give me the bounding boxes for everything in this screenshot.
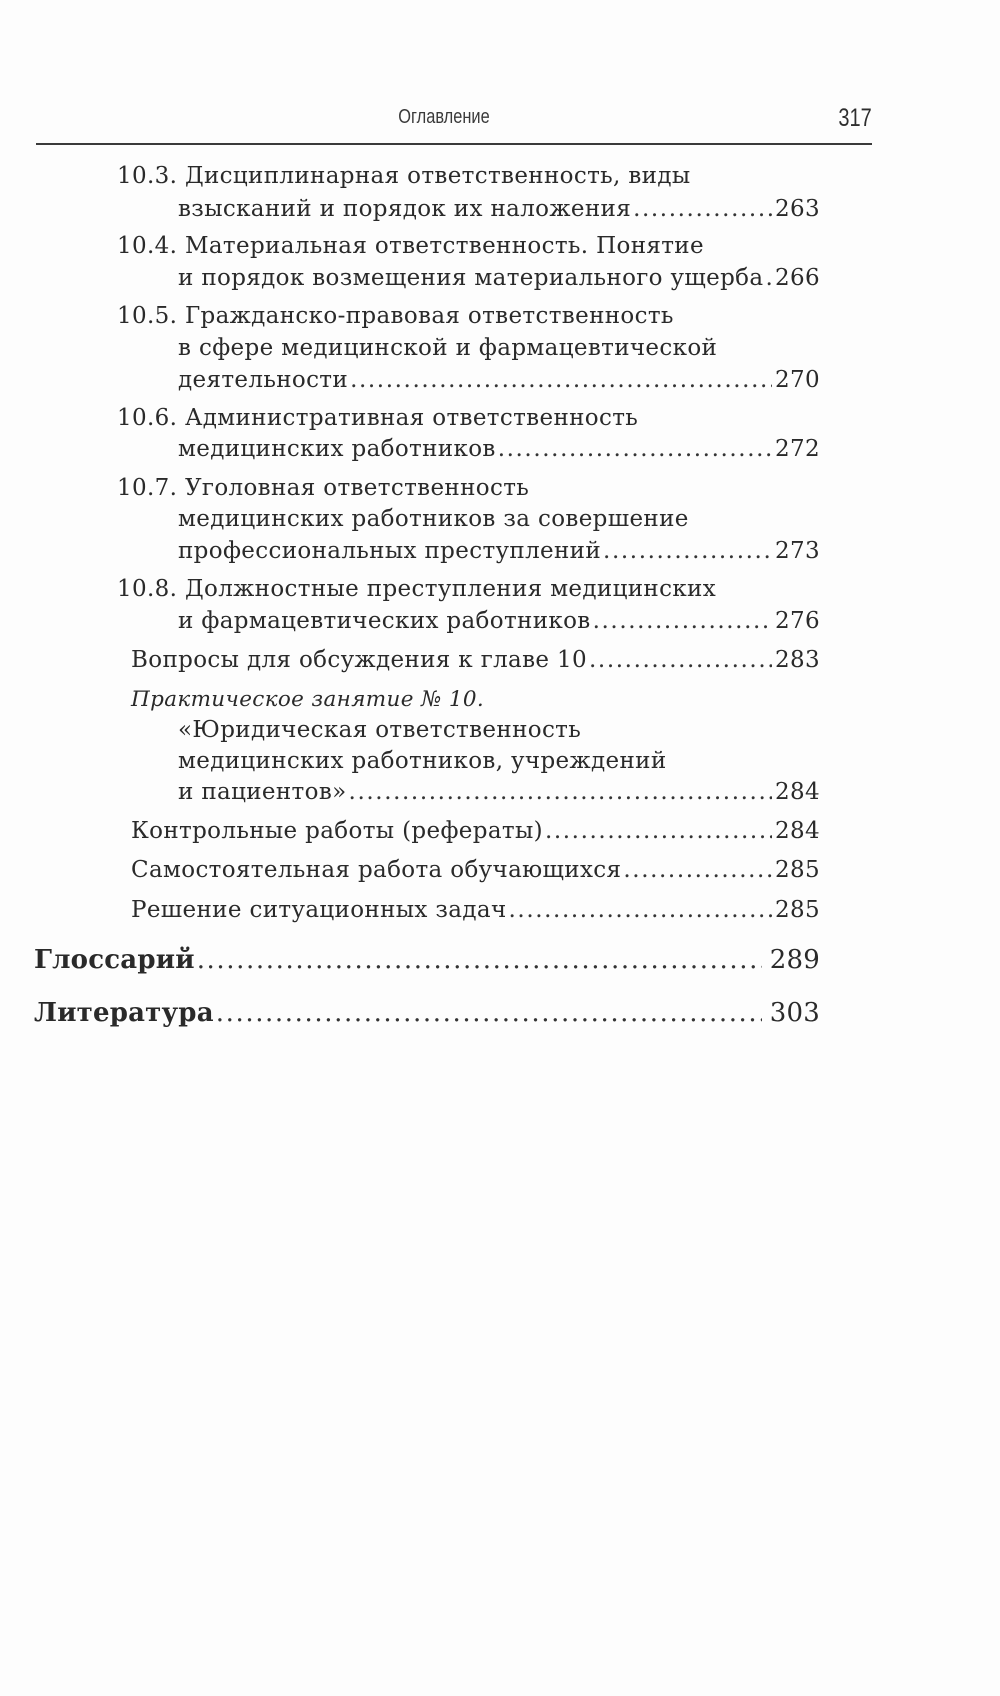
entry-title-line: взысканий и порядок их наложения (178, 196, 632, 222)
dot-leader (633, 195, 772, 223)
toc-practical-lesson-line-2 (178, 747, 667, 775)
toc-situational-tasks[interactable] (131, 896, 820, 924)
entry-page-number: 263 (775, 196, 820, 222)
section-number: 10.4. (117, 233, 178, 259)
entry-page-number: 276 (775, 608, 820, 634)
entry-title: Вопросы для обсуждения к главе 10 (131, 647, 588, 673)
toc-literature[interactable] (34, 997, 820, 1029)
entry-title: Самостоятельная работа обучающихся (131, 857, 622, 883)
running-head-title: Оглавление (398, 106, 490, 128)
entry-title-line: Гражданско-правовая ответственность (184, 303, 674, 329)
page-number: 317 (838, 104, 872, 132)
toc-entry-10-7-line-3[interactable] (178, 537, 820, 565)
entry-title-line: Материальная ответственность. Понятие (184, 233, 704, 259)
toc-entry-10-8-line-2[interactable] (178, 607, 820, 635)
entry-page-number: 284 (775, 779, 820, 805)
dot-leader (593, 607, 772, 635)
dot-leader (545, 817, 772, 845)
section-number: 10.8. (117, 576, 178, 602)
dot-leader (623, 856, 772, 884)
entry-title-line: медицинских работников за совершение (178, 506, 689, 532)
entry-title-line: и пациентов» (178, 779, 347, 805)
entry-title-line: «Юридическая ответственность (178, 717, 582, 743)
section-number: 10.3. (117, 163, 178, 189)
header-rule (36, 143, 872, 145)
toc-glossary[interactable] (34, 944, 820, 976)
toc-questions-chapter-10[interactable] (131, 646, 820, 674)
entry-title-line: профессиональных преступлений (178, 538, 602, 564)
entry-title-line: в сфере медицинской и фармацевтической (178, 335, 718, 361)
entry-page-number: 266 (775, 265, 820, 291)
entry-title-line: Административная ответственность (184, 405, 639, 431)
section-title: Глоссарий (34, 945, 195, 975)
entry-title-line: Уголовная ответственность (184, 475, 530, 501)
toc-entry-10-6-line-1 (117, 404, 638, 432)
section-page-number: 289 (769, 945, 820, 975)
toc-entry-10-7-line-2 (178, 505, 689, 533)
toc-entry-10-4-line-2[interactable] (178, 264, 820, 292)
toc-entry-10-3-line-1 (117, 162, 691, 190)
entry-title-line: медицинских работников, учреждений (178, 748, 667, 774)
toc-entry-10-8-line-1 (117, 575, 716, 603)
section-number: 10.5. (117, 303, 178, 329)
toc-entry-10-6-line-2[interactable] (178, 435, 820, 463)
toc-practical-lesson-line-1 (178, 716, 581, 744)
toc-entry-10-5-line-3[interactable] (178, 366, 820, 394)
dot-leader (765, 264, 772, 292)
toc-entry-10-5-line-1 (117, 302, 674, 330)
toc-practical-lesson-line-3[interactable] (178, 778, 820, 806)
entry-title-line: деятельности (178, 367, 349, 393)
entry-page-number: 285 (775, 857, 820, 883)
section-number: 10.6. (117, 405, 178, 431)
dot-leader (603, 537, 772, 565)
dot-leader (498, 435, 772, 463)
dot-leader (216, 997, 762, 1029)
entry-page-number: 272 (775, 436, 820, 462)
dot-leader (589, 646, 772, 674)
entry-page-number: 273 (775, 538, 820, 564)
entry-title-line: Должностные преступления медицинских (184, 576, 717, 602)
dot-leader (349, 778, 773, 806)
toc-control-works[interactable] (131, 817, 820, 845)
section-title: Литература (34, 998, 214, 1028)
toc-entry-10-3-line-2[interactable] (178, 195, 820, 223)
entry-title-line: медицинских работников (178, 436, 496, 462)
toc-entry-10-4-line-1 (117, 232, 704, 260)
toc-entry-10-5-line-2 (178, 334, 717, 362)
entry-title-line: Дисциплинарная ответственность, виды (184, 163, 691, 189)
entry-title: Решение ситуационных задач (131, 897, 507, 923)
toc-entry-10-7-line-1 (117, 474, 529, 502)
entry-title: Контрольные работы (рефераты) (131, 818, 543, 844)
dot-leader (197, 944, 762, 976)
dot-leader (350, 366, 772, 394)
entry-page-number: 284 (775, 818, 820, 844)
section-page-number: 303 (769, 998, 820, 1028)
section-number: 10.7. (117, 475, 178, 501)
entry-title-line: и порядок возмещения материального ущерба (178, 265, 764, 291)
entry-page-number: 283 (775, 647, 820, 673)
entry-page-number: 270 (775, 367, 820, 393)
entry-title-line: и фармацевтических работников (178, 608, 591, 634)
toc-practical-lesson-label: Практическое занятие № 10. (131, 687, 485, 712)
entry-page-number: 285 (775, 897, 820, 923)
toc-independent-work[interactable] (131, 856, 820, 884)
dot-leader (509, 896, 773, 924)
